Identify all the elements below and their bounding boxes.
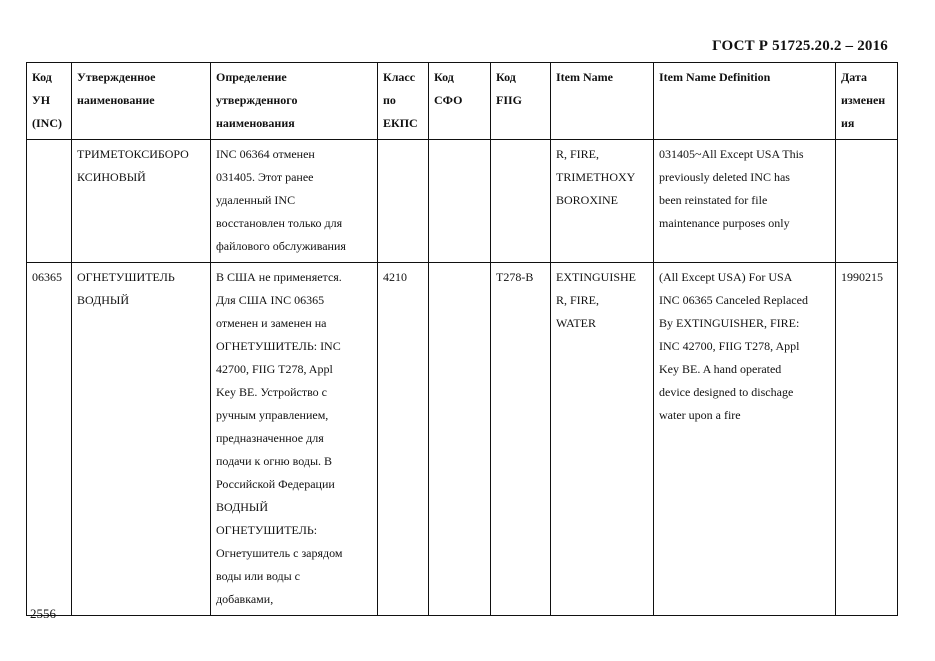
table-row xyxy=(27,263,898,616)
cell-text: добавками, xyxy=(216,592,274,606)
cell-text: R, FIRE, xyxy=(556,147,600,161)
cell-text: Для США INC 06365 xyxy=(216,293,325,307)
document-title: ГОСТ Р 51725.20.2 – 2016 xyxy=(712,38,888,54)
cell-text: В США не применяется. xyxy=(216,270,342,284)
cell-definition xyxy=(211,263,378,616)
header-item-name xyxy=(551,63,654,140)
cell-change-date xyxy=(836,263,898,616)
header-text: Код xyxy=(32,70,52,84)
cell-text: 06365 xyxy=(32,270,62,284)
cell-item-name xyxy=(551,140,654,263)
cell-fiig-code xyxy=(491,140,551,263)
cell-sfo-code xyxy=(429,263,491,616)
cell-text: ТРИМЕТОКСИБОРО xyxy=(77,147,189,161)
cell-text: maintenance purposes only xyxy=(659,216,790,230)
cell-text: EXTINGUISHE xyxy=(556,270,636,284)
table-row xyxy=(27,140,898,263)
cell-text: By EXTINGUISHER, FIRE: xyxy=(659,316,800,330)
header-text: Item Name xyxy=(556,70,613,84)
page-number: 2556 xyxy=(30,606,56,621)
header-text: Item Name Definition xyxy=(659,70,771,84)
cell-sfo-code xyxy=(429,140,491,263)
header-text: утвержденного xyxy=(216,93,298,107)
header-definition xyxy=(211,63,378,140)
header-text: СФО xyxy=(434,93,463,107)
cell-text: (All Except USA) For USA xyxy=(659,270,793,284)
cell-text: ВОДНЫЙ xyxy=(77,293,130,307)
cell-text: ОГНЕТУШИТЕЛЬ xyxy=(77,270,175,284)
header-text: Утвержденное xyxy=(77,70,156,84)
cell-text: been reinstated for file xyxy=(659,193,768,207)
header-text: наименование xyxy=(77,93,155,107)
header-text: Класс xyxy=(383,70,416,84)
cell-text: INC 42700, FIIG T278, Appl xyxy=(659,339,800,353)
header-text: (INC) xyxy=(32,116,62,130)
header-text: УН xyxy=(32,93,51,107)
cell-text: 1990215 xyxy=(841,270,883,284)
cell-approved-name xyxy=(72,263,211,616)
cell-text: R, FIRE, xyxy=(556,293,600,307)
header-text: ЕКПС xyxy=(383,116,418,130)
header-text: ия xyxy=(841,116,855,130)
cell-item-name-definition xyxy=(654,263,836,616)
cell-change-date xyxy=(836,140,898,263)
header-text: по xyxy=(383,93,396,107)
cell-text: подачи к огню воды. В xyxy=(216,454,333,468)
cell-definition xyxy=(211,140,378,263)
cell-text: water upon a fire xyxy=(659,408,741,422)
cell-item-name xyxy=(551,263,654,616)
header-approved-name xyxy=(72,63,211,140)
cell-text: Огнетушитель с зарядом xyxy=(216,546,343,560)
cell-text: WATER xyxy=(556,316,596,330)
header-text: наименования xyxy=(216,116,295,130)
cell-text: предназначенное для xyxy=(216,431,324,445)
table-header-row xyxy=(27,63,898,140)
header-ekps-class xyxy=(378,63,429,140)
header-item-name-definition xyxy=(654,63,836,140)
cell-fiig-code xyxy=(491,263,551,616)
cell-text: отменен и заменен на xyxy=(216,316,327,330)
header-text: Код xyxy=(496,70,516,84)
cell-text: восстановлен только для xyxy=(216,216,343,230)
cell-text: 031405~All Except USA This xyxy=(659,147,804,161)
cell-item-name-definition xyxy=(654,140,836,263)
cell-text: 031405. Этот ранее xyxy=(216,170,314,184)
classification-table xyxy=(26,62,898,616)
cell-ekps-class xyxy=(378,140,429,263)
cell-text: ОГНЕТУШИТЕЛЬ: INC xyxy=(216,339,341,353)
cell-text: T278-B xyxy=(496,270,534,284)
cell-text: Key BE. Устройство с xyxy=(216,385,327,399)
cell-text: TRIMETHOXY xyxy=(556,170,636,184)
header-change-date xyxy=(836,63,898,140)
cell-text: ручным управлением, xyxy=(216,408,329,422)
cell-text: ОГНЕТУШИТЕЛЬ: xyxy=(216,523,318,537)
header-sfo-code xyxy=(429,63,491,140)
cell-inc-code xyxy=(27,140,72,263)
cell-text: previously deleted INC has xyxy=(659,170,790,184)
cell-text: 4210 xyxy=(383,270,407,284)
header-inc-code xyxy=(27,63,72,140)
header-text: Дата xyxy=(841,70,867,84)
cell-ekps-class xyxy=(378,263,429,616)
cell-text: INC 06364 отменен xyxy=(216,147,315,161)
header-text: Код xyxy=(434,70,454,84)
cell-approved-name xyxy=(72,140,211,263)
cell-text: INC 06365 Canceled Replaced xyxy=(659,293,808,307)
cell-text: BOROXINE xyxy=(556,193,618,207)
cell-text: ВОДНЫЙ xyxy=(216,500,269,514)
cell-text: воды или воды с xyxy=(216,569,300,583)
header-text: FIIG xyxy=(496,93,523,107)
header-text: Определение xyxy=(216,70,287,84)
cell-text: Российской Федерации xyxy=(216,477,335,491)
header-fiig-code xyxy=(491,63,551,140)
cell-text: КСИНОВЫЙ xyxy=(77,170,146,184)
header-text: изменен xyxy=(841,93,886,107)
cell-text: удаленный INC xyxy=(216,193,296,207)
cell-text: Key BE. A hand operated xyxy=(659,362,782,376)
cell-text: файлового обслуживания xyxy=(216,239,346,253)
cell-text: 42700, FIIG T278, Appl xyxy=(216,362,333,376)
cell-text: device designed to dischage xyxy=(659,385,794,399)
cell-inc-code xyxy=(27,263,72,616)
